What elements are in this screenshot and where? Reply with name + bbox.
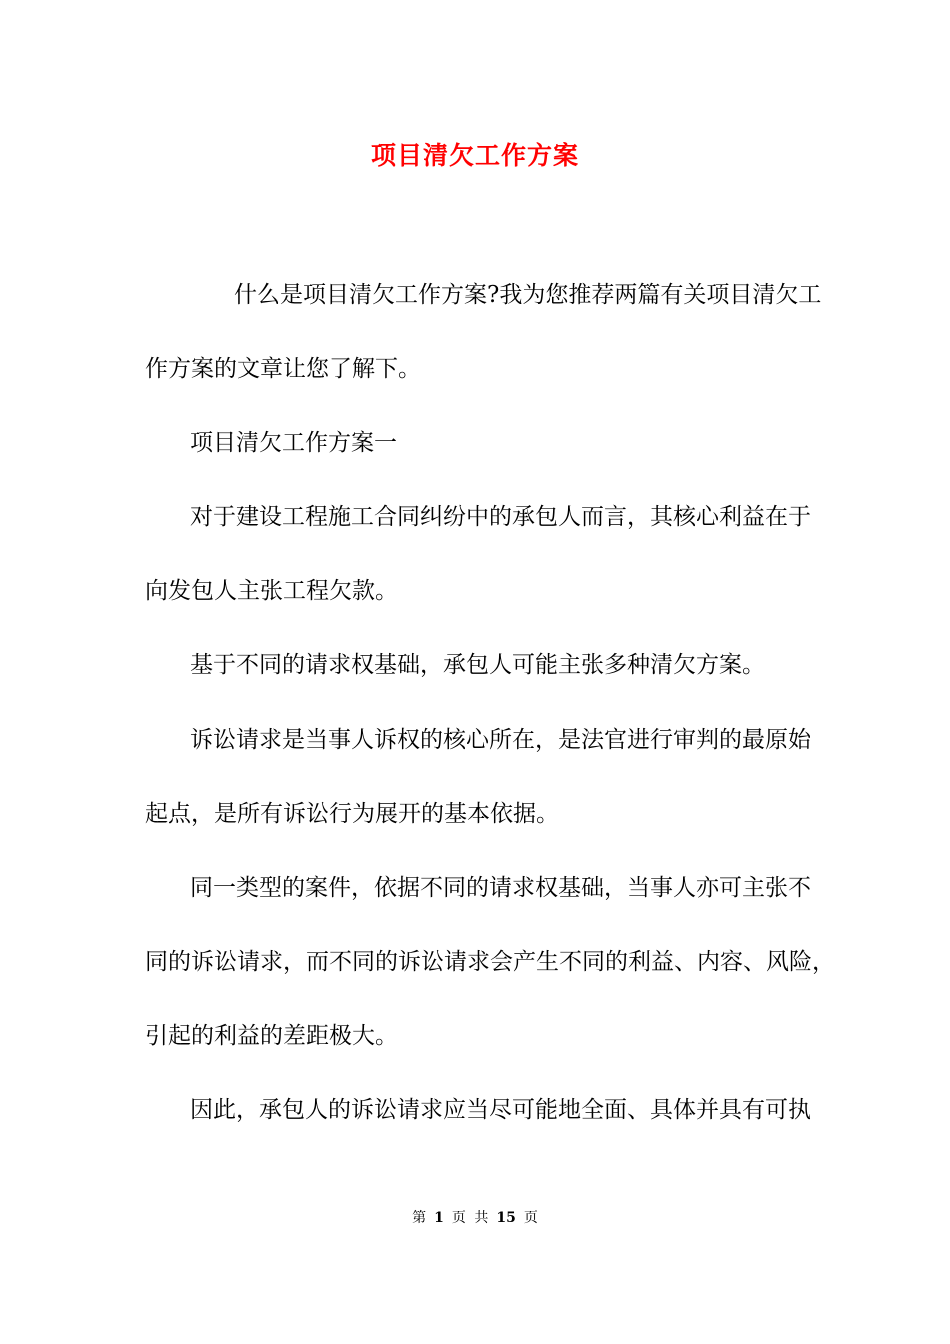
body-line-10: 同的诉讼请求，而不同的诉讼请求会产生不同的利益、内容、风险， <box>145 949 835 975</box>
body-line-12: 因此，承包人的诉讼请求应当尽可能地全面、具体并具有可执 <box>190 1097 811 1123</box>
body-line-1: 什么是项目清欠工作方案?我为您推荐两篇有关项目清欠工 <box>234 282 822 308</box>
body-line-2: 作方案的文章让您了解下。 <box>145 356 421 382</box>
body-line-4: 对于建设工程施工合同纠纷中的承包人而言，其核心利益在于 <box>190 504 811 530</box>
body-line-8: 起点，是所有诉讼行为展开的基本依据。 <box>145 801 559 827</box>
page-title: 项目清欠工作方案 <box>370 141 579 170</box>
footer-suffix: 页 <box>523 1210 538 1226</box>
page-footer <box>0 1207 950 1227</box>
body-line-9: 同一类型的案件，依据不同的请求权基础，当事人亦可主张不 <box>190 875 811 901</box>
footer-prefix: 第 <box>412 1210 427 1226</box>
footer-middle: 页 共 <box>451 1210 489 1226</box>
body-line-7: 诉讼请求是当事人诉权的核心所在，是法官进行审判的最原始 <box>190 727 811 753</box>
body-line-6: 基于不同的请求权基础，承包人可能主张多种清欠方案。 <box>190 652 765 678</box>
footer-current-page: 1 <box>434 1210 444 1226</box>
section-heading: 项目清欠工作方案一 <box>190 430 397 456</box>
body-line-11: 引起的利益的差距极大。 <box>145 1023 398 1049</box>
footer-total-pages: 15 <box>496 1210 516 1226</box>
body-line-5: 向发包人主张工程欠款。 <box>145 578 398 604</box>
